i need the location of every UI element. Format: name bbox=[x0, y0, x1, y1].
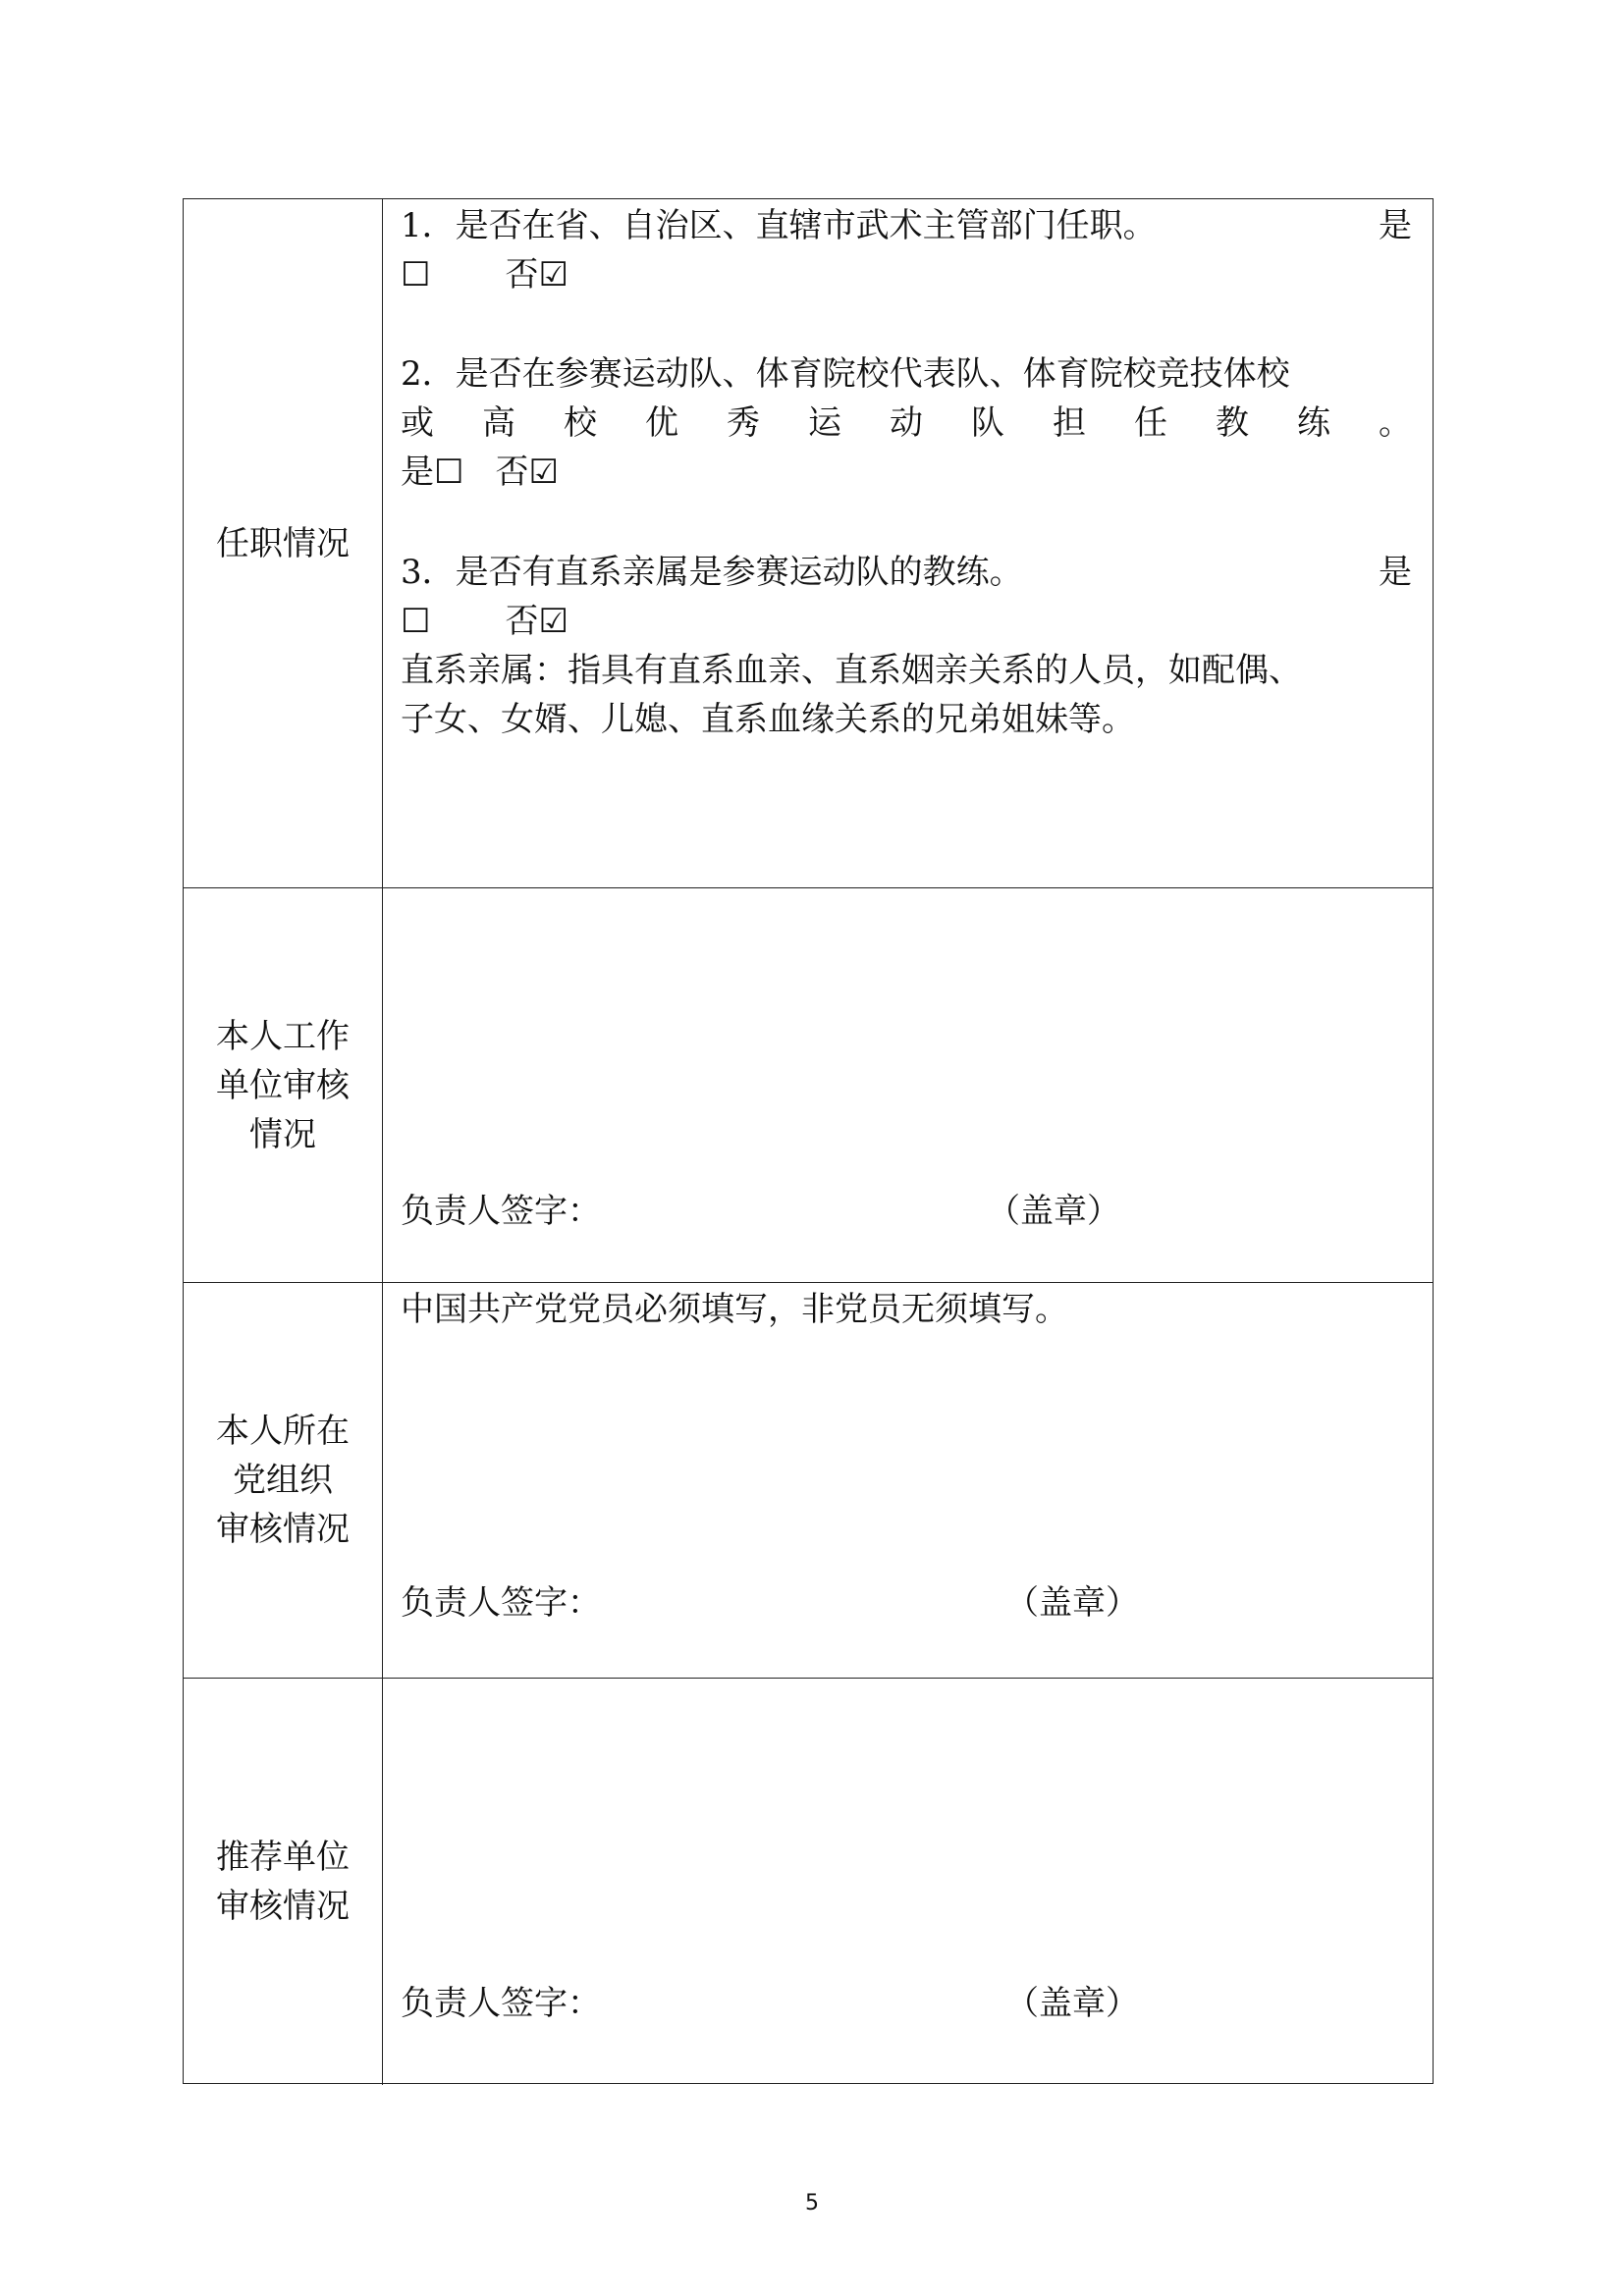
recommend-signature-label: 负责人签字： bbox=[401, 1984, 601, 2023]
question-2-line1: 2．是否在参赛运动队、体育院校代表队、体育院校竞技体校 bbox=[401, 354, 1290, 394]
question-1-no-checkbox[interactable]: ☑ bbox=[538, 255, 568, 294]
label-line: 情况 bbox=[249, 1114, 316, 1154]
row-label-recommend bbox=[184, 1679, 383, 2085]
work-unit-content[interactable] bbox=[383, 888, 1433, 1282]
review-form-table bbox=[183, 198, 1434, 2084]
label-line: 审核情况 bbox=[216, 1887, 350, 1926]
question-3-yes-label: 是 bbox=[1379, 553, 1412, 592]
question-1 bbox=[401, 201, 1412, 299]
row-work-unit bbox=[184, 888, 1433, 1283]
party-seal-label: （盖章） bbox=[1005, 1583, 1139, 1623]
relatives-note-line2: 子女、女婿、儿媳、直系血缘关系的兄弟姐妹等。 bbox=[401, 700, 1135, 739]
row-position bbox=[184, 199, 1433, 888]
question-3-text: 3．是否有直系亲属是参赛运动队的教练。 bbox=[401, 553, 1023, 592]
question-2-no-label: 否 bbox=[495, 453, 529, 492]
question-1-text: 1．是否在省、自治区、直辖市武术主管部门任职。 bbox=[401, 206, 1157, 245]
label-line: 党组织 bbox=[233, 1461, 333, 1500]
label-line: 推荐单位 bbox=[216, 1838, 350, 1877]
relatives-note-line1: 直系亲属：指具有直系血亲、直系姻亲关系的人员，如配偶、 bbox=[401, 651, 1302, 690]
question-3 bbox=[401, 548, 1412, 744]
question-2-yes-checkbox[interactable]: ☐ bbox=[434, 453, 464, 492]
question-2 bbox=[401, 349, 1412, 497]
question-1-yes-label: 是 bbox=[1379, 206, 1412, 245]
position-content bbox=[383, 199, 1433, 887]
party-signature-label: 负责人签字： bbox=[401, 1583, 601, 1623]
work-unit-seal-label: （盖章） bbox=[987, 1192, 1120, 1231]
recommend-content[interactable] bbox=[383, 1679, 1433, 2085]
label-line: 单位审核 bbox=[216, 1065, 350, 1105]
party-note: 中国共产党党员必须填写，非党员无须填写。 bbox=[401, 1290, 1068, 1329]
question-2-line2: 或 高 校 优 秀 运 动 队 担 任 教 练 。 bbox=[401, 403, 1412, 443]
question-2-yes-label: 是 bbox=[401, 453, 434, 492]
recommend-seal-label: （盖章） bbox=[1005, 1984, 1139, 2023]
question-2-no-checkbox[interactable]: ☑ bbox=[528, 453, 559, 492]
row-label-position bbox=[184, 199, 383, 887]
question-1-no-label: 否 bbox=[505, 255, 539, 294]
row-recommend bbox=[184, 1679, 1433, 2085]
label-line: 任职情况 bbox=[216, 523, 350, 563]
question-1-yes-checkbox[interactable]: ☐ bbox=[401, 255, 431, 294]
question-3-no-label: 否 bbox=[505, 602, 539, 641]
label-line: 本人所在 bbox=[216, 1412, 350, 1451]
row-party bbox=[184, 1283, 1433, 1679]
row-label-party bbox=[184, 1283, 383, 1678]
question-3-no-checkbox[interactable]: ☑ bbox=[538, 602, 568, 641]
party-content[interactable] bbox=[383, 1283, 1433, 1678]
page-number: 5 bbox=[805, 2191, 819, 2216]
question-3-yes-checkbox[interactable]: ☐ bbox=[401, 602, 431, 641]
work-unit-signature-label: 负责人签字： bbox=[401, 1192, 601, 1231]
label-line: 本人工作 bbox=[216, 1016, 350, 1056]
label-line: 审核情况 bbox=[216, 1510, 350, 1549]
row-label-work-unit bbox=[184, 888, 383, 1282]
